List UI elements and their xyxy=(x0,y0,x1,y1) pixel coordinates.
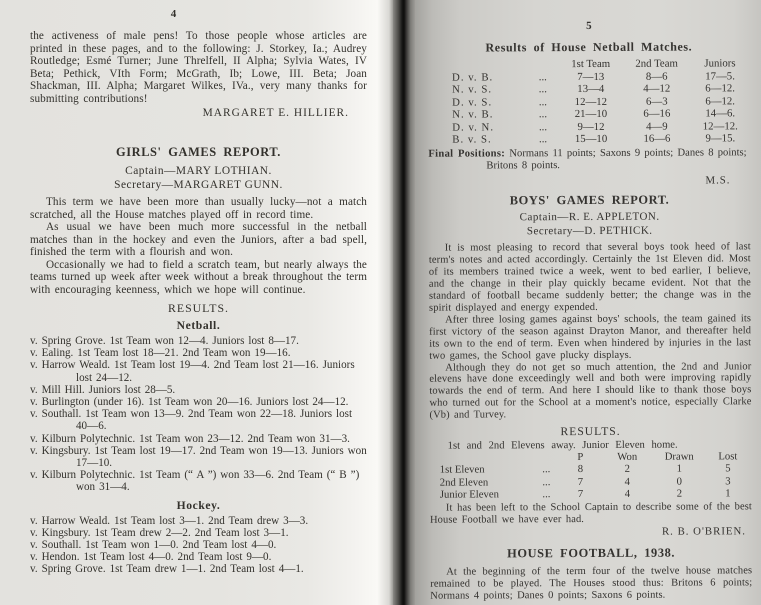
boys-results-heading: RESULTS. xyxy=(560,424,621,439)
column-header-played: P xyxy=(577,451,584,464)
dots-cell: ... xyxy=(538,120,548,133)
header-spacer xyxy=(527,58,558,71)
netball-result-item: v. Mill Hill. Juniors lost 28—5. xyxy=(30,383,176,396)
girls-paragraph-2: As usual we have been much more successful in the netball matches than in the hockey and even the Juniors, after a bad spell, finished the term with a flourish and won. xyxy=(30,221,367,258)
girls-paragraph-3: Occasionally we had to field a scratch team, but nearly always the teams turned up week after week without a break throughout the term with encouraging keenness, which we hope will continue. xyxy=(30,258,367,296)
score-cell: 9—15. xyxy=(705,132,736,145)
stat-cell: 4 xyxy=(624,475,631,488)
dots-cell: ... xyxy=(538,71,547,84)
girls-report-title: GIRLS' GAMES REPORT. xyxy=(115,145,281,159)
hockey-result-item: v. Southall. 1st Team won 1—0. 2nd Team lost 4—0. xyxy=(30,539,277,552)
boys-results-note: 1st and 2nd Elevens away. Junior Eleven home. xyxy=(447,439,678,452)
stat-cell: 7 xyxy=(577,475,584,488)
boys-captain-line: Captain—R. E. APPLETON. xyxy=(519,211,660,224)
report-initials: M.S. xyxy=(705,174,731,187)
dots-cell: ... xyxy=(538,108,548,121)
column-header-drawn: Drawn xyxy=(664,450,694,463)
hockey-results-list xyxy=(30,515,367,576)
dots-cell: ... xyxy=(542,475,551,488)
netball-results-list xyxy=(30,335,367,494)
score-cell: 9—12 xyxy=(577,120,605,133)
score-cell: 6—16 xyxy=(643,107,671,120)
netball-result-item: v. Spring Grove. 1st Team won 12—4. Juniors lost 8—17. xyxy=(30,335,299,347)
netball-result-item: v. Burlington (under 16). 1st Team won 20—16. Juniors lost 24—12. xyxy=(30,396,349,409)
dots-cell: ... xyxy=(542,488,551,501)
intro-paragraph: the activeness of male pens! To those people whose articles are printed in these pages, and to the following: J. Storkey, Ia.; Audrey Routledge; Esmé Turner; June Threlfell, II Alpha; Sylvia Wates, IV Beta; Pethick, VIth Form; McGrath, Ib; Lowe, III. Beta; Joan Shackman, III. Alpha; Margaret Wilkes, IVa., very many thanks for submitting contributions! xyxy=(30,30,367,105)
page-right xyxy=(415,0,761,605)
netball-result-item: v. Kilburn Polytechnic. 1st Team won 23—12. 2nd Team won 31—3. xyxy=(30,432,350,445)
page-left-content xyxy=(0,0,393,576)
score-cell: 12—12. xyxy=(702,119,738,133)
score-cell: 6—3 xyxy=(645,95,668,108)
table-row xyxy=(430,487,752,501)
column-header-1st-team: 1st Team xyxy=(571,57,611,71)
netball-heading: Netball. xyxy=(176,319,221,332)
boys-report-title: BOYS' GAMES REPORT. xyxy=(509,193,670,208)
score-cell: 12—12 xyxy=(574,95,608,108)
dots-cell: ... xyxy=(538,133,548,146)
column-header-won: Won xyxy=(617,450,638,463)
score-cell: 13—4 xyxy=(577,83,605,96)
netball-result-item: v. Kilburn Polytechnic. 1st Team (“ A ”) won 33—6. 2nd Team (“ B ”) won 31—4. xyxy=(30,469,360,494)
score-cell: 6—12. xyxy=(705,95,736,108)
intro-signature: MARGARET E. HILLIER. xyxy=(202,107,349,119)
header-spacer xyxy=(430,451,532,464)
girls-secretary-line: Secretary—MARGARET GUNN. xyxy=(114,179,283,191)
netball-result-item: v. Harrow Weald. 1st Team lost 19—4. 2nd Team lost 21—16. Juniors lost 24—12. xyxy=(30,359,355,384)
stat-cell: 0 xyxy=(676,475,683,488)
house-football-title: HOUSE FOOTBALL, 1938. xyxy=(507,545,676,561)
boys-signature: R. B. O'BRIEN. xyxy=(661,525,747,538)
match-cell: D. v. N. xyxy=(452,121,495,134)
score-cell: 16—6 xyxy=(643,132,671,145)
score-cell: 7—13 xyxy=(577,70,605,84)
score-cell: 15—10 xyxy=(574,132,608,146)
stat-cell: 5 xyxy=(725,462,731,475)
match-cell: D. v. S. xyxy=(452,96,493,109)
score-cell: 4—12 xyxy=(643,83,671,96)
team-cell: 2nd Eleven xyxy=(439,476,489,489)
house-netball-table-title: Results of House Netball Matches. xyxy=(485,39,693,55)
score-cell: 6—12. xyxy=(705,82,735,95)
match-cell: N. v. S. xyxy=(452,83,493,96)
boys-paragraph-2: After three losing games against boys' schools, the team gained its first victory of the season against Drayton Manor, and thereafter held its own to the end of term. Even when hindered by injuries in the last two games, the School gave plucky displays. xyxy=(429,313,752,362)
boys-secretary-line: Secretary—D. PETHICK. xyxy=(526,225,653,238)
table-row xyxy=(428,132,750,146)
stat-cell: 2 xyxy=(676,487,683,500)
hockey-result-item: v. Kingsbury. 1st Team drew 2—2. 2nd Team lost 3—1. xyxy=(30,526,289,539)
header-spacer xyxy=(532,451,561,463)
dots-cell: ... xyxy=(538,83,547,96)
hockey-result-item: v. Harrow Weald. 1st Team lost 3—1. 2nd Team drew 3—3. xyxy=(30,514,309,527)
stat-cell: 3 xyxy=(725,475,731,488)
score-cell: 17—5. xyxy=(705,70,735,83)
house-football-paragraph: At the beginning of the term four of the twelve house matches remained to be played. The Houses stood thus: Britons 6 points; Normans 4 points; Danes 0 points; Saxons 6 points. xyxy=(430,565,753,602)
boys-closing-paragraph: It has been left to the School Captain to describe some of the best House Football we have ever had. xyxy=(429,501,752,526)
stat-cell: 2 xyxy=(624,463,630,476)
header-spacer xyxy=(428,58,527,71)
netball-result-item: v. Southall. 1st Team won 13—9. 2nd Team won 22—18. Juniors lost 40—6. xyxy=(30,408,353,433)
match-cell: D. v. B. xyxy=(451,71,494,84)
page-right-content xyxy=(414,0,761,603)
house-netball-table xyxy=(428,57,750,146)
netball-result-item: v. Kingsbury. 1st Team lost 19—17. 2nd Team won 19—13. Juniors won 17—10. xyxy=(30,444,367,470)
girls-captain-line: Captain—MARY LOTHIAN. xyxy=(125,165,272,177)
column-header-lost: Lost xyxy=(718,450,738,463)
stat-cell: 8 xyxy=(577,463,584,476)
team-cell: Junior Eleven xyxy=(439,488,499,501)
stat-cell: 7 xyxy=(577,487,584,500)
boys-paragraph-1: It is most pleasing to record that several boys took heed of last term's notes and acted accordingly. Certainly the 1st Eleven did. Most of its members trained twice a week, went to bed earlier, I believe, and the change in their play quickly became evident. Not that the standard of football became suddenly better; the change was in the spirit displayed and energy expended. xyxy=(428,241,751,314)
match-cell: N. v. B. xyxy=(452,108,494,121)
hockey-result-item: v. Spring Grove. 1st Team drew 1—1. 2nd Team lost 4—1. xyxy=(30,563,304,576)
netball-result-item: v. Ealing. 1st Team lost 18—21. 2nd Team won 19—16. xyxy=(30,347,291,360)
book-spine-gutter xyxy=(393,0,415,605)
final-positions xyxy=(428,148,750,173)
stat-cell: 1 xyxy=(676,462,682,475)
boys-paragraph-3: Although they do not get so much attention, the 2nd and Junior elevens have done exceedingly well and both were improving rapidly towards the end of term. And here I should like to thank those boys who turned out for the School at a moment's notice, especially Clarke (Vb) and Turvey. xyxy=(429,360,752,421)
team-cell: 1st Eleven xyxy=(439,463,485,476)
hockey-result-item: v. Hendon. 1st Team lost 4—0. 2nd Team lost 9—0. xyxy=(30,551,272,564)
hockey-heading: Hockey. xyxy=(176,498,221,512)
boys-results-table xyxy=(430,450,752,501)
page-number-right: 5 xyxy=(586,19,592,33)
score-cell: 4—9 xyxy=(646,120,668,133)
match-cell: B. v. S. xyxy=(452,133,492,146)
score-cell: 21—10 xyxy=(574,108,608,121)
stat-cell: 1 xyxy=(725,487,731,500)
dots-cell: ... xyxy=(538,95,547,109)
girls-paragraph-1: This term we have been more than usually lucky—not a match scratched, all the House matches played off in record time. xyxy=(30,196,367,221)
stat-cell: 4 xyxy=(624,487,631,500)
column-header-juniors: Juniors xyxy=(704,57,736,70)
final-positions-label: Final Positions: xyxy=(428,148,506,161)
final-positions-text: Normans 11 points; Saxons 9 points; Danes 8 points; Britons 8 points. xyxy=(486,147,747,172)
column-header-2nd-team: 2nd Team xyxy=(635,57,678,70)
page-number-left: 4 xyxy=(170,8,177,20)
girls-results-heading: RESULTS. xyxy=(168,301,229,315)
score-cell: 8—6 xyxy=(645,70,668,83)
dots-cell: ... xyxy=(542,463,551,476)
score-cell: 14—6. xyxy=(705,107,736,120)
